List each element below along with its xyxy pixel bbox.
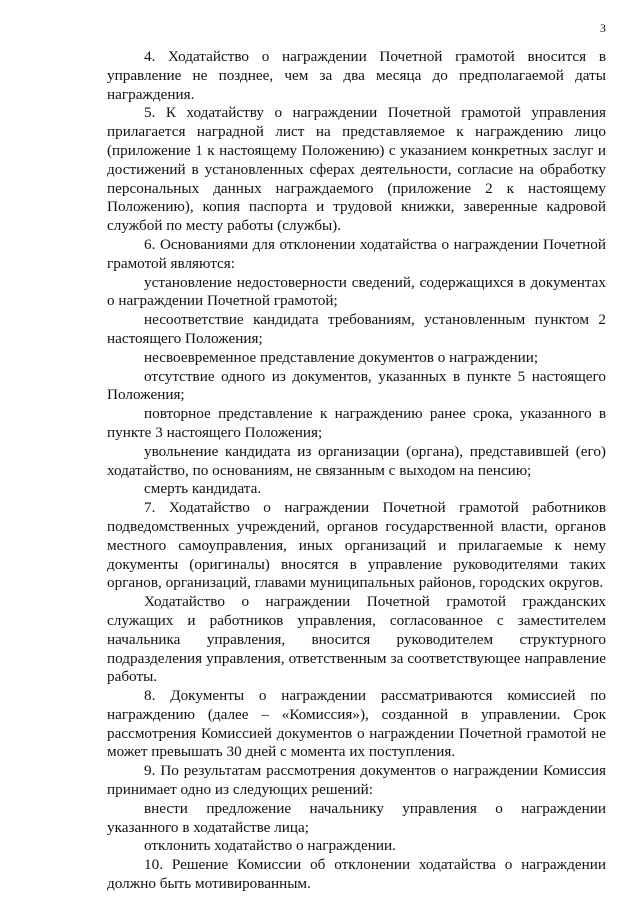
rejection-ground-death: смерть кандидата. bbox=[144, 480, 262, 498]
paragraph-9-commission-decisions: 9. По результатам рассмотрения документов о награждении Комиссия принимает одно из следующих решений: bbox=[107, 762, 606, 799]
paragraph-10-reasoned-rejection: 10. Решение Комиссии об отклонении ходатайства о награждении должно быть мотивированным. bbox=[107, 856, 606, 893]
rejection-ground-dismissal: увольнение кандидата из организации (органа), представившей (его) ходатайство, по основаниям, не связанным с выходом на пенсию; bbox=[107, 442, 606, 479]
decision-submit-proposal: внести предложение начальнику управления о награждении указанного в ходатайстве лица; bbox=[107, 799, 606, 836]
paragraph-4-submission-deadline: 4. Ходатайство о награждении Почетной грамотой вносится в управление не позднее, чем за два месяца до предполагаемой даты награждения. bbox=[107, 48, 606, 103]
document-body bbox=[107, 48, 606, 894]
rejection-ground-false-information: установление недостоверности сведений, содержащихся в документах о награждении Почетной грамотой; bbox=[107, 273, 606, 310]
paragraph-5-required-documents: 5. К ходатайству о награждении Почетной грамотой управления прилагается наградной лист на представляемое к награждению лицо (приложение 1 к настоящему Положению) с указанием конкретных заслуг и достижений в установленных сферах деятельности, согласие на обработку персональных данных награждаемого (приложение 2 к настоящему Положению), копия паспорта и трудовой книжки, заверенные кадровой службой по месту работы (службы). bbox=[107, 104, 606, 235]
rejection-ground-requirements-mismatch: несоответствие кандидата требованиям, установленным пунктом 2 настоящего Положения; bbox=[107, 311, 606, 347]
paragraph-6-rejection-grounds: 6. Основаниями для отклонении ходатайства о награждении Почетной грамотой являются: bbox=[107, 235, 606, 272]
rejection-ground-missing-document: отсутствие одного из документов, указанных в пункте 5 настоящего Положения; bbox=[107, 367, 606, 404]
rejection-ground-repeated-submission: повторное представление к награждению ранее срока, указанного в пункте 3 настоящего Положения; bbox=[107, 405, 606, 441]
paragraph-7-submission-by-department: Ходатайство о награждении Почетной грамотой гражданских служащих и работников управления, согласованное с заместителем начальника управления, вносится руководителем структурного подразделения управления, ответственным за соответствующее направление работы. bbox=[107, 593, 606, 686]
rejection-ground-late-submission: несвоевременное представление документов о награждении; bbox=[144, 348, 539, 366]
page-number: 3 bbox=[600, 21, 606, 35]
decision-reject-petition: отклонить ходатайство о награждении. bbox=[144, 837, 396, 855]
paragraph-8-commission-review: 8. Документы о награждении рассматриваются комиссией по награждению (далее – «Комиссия»), созданной в управлении. Срок рассмотрения Комиссией документов о награждении Почетной грамотой не может превышать 30 дней с момента их поступления. bbox=[107, 687, 606, 761]
paragraph-7-submission-by-organizations: 7. Ходатайство о награждении Почетной грамотой работников подведомственных учреждений, органов государственной власти, органов местного самоуправления, иных организаций и прилагаемые к нему документы (оригиналы) вносятся в управление руководителями таких органов, организаций, главами муниципальных районов, городских округов. bbox=[107, 499, 606, 592]
